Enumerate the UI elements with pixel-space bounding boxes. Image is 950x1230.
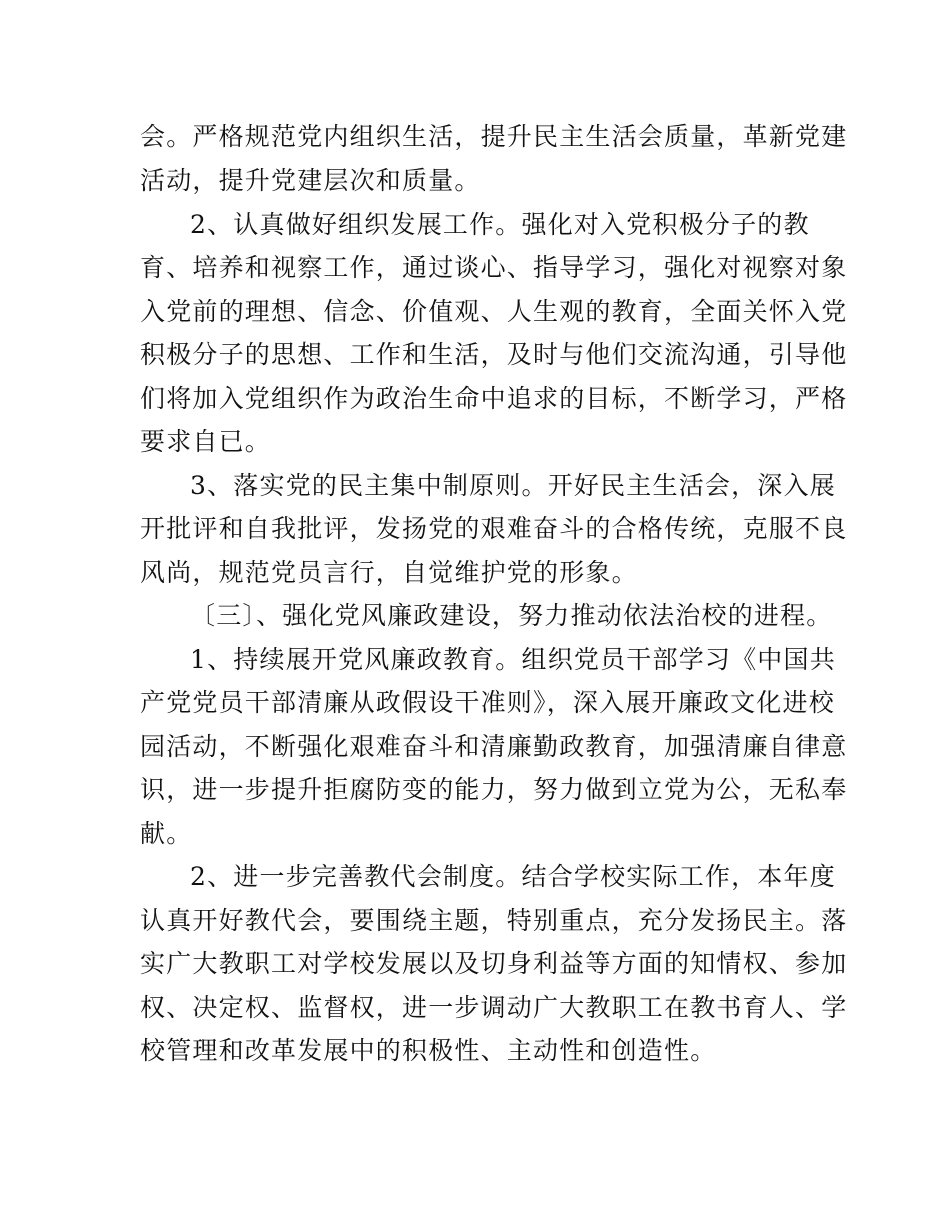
text-line: 积极分子的思想、工作和生活，及时与他们交流沟通，引导他 bbox=[140, 340, 848, 369]
text-line: 育、培养和视察工作，通过谈心、指导学习，强化对视察对象 bbox=[140, 253, 848, 282]
text-line: 入党前的理想、信念、价值观、人生观的教育，全面关怀入党 bbox=[140, 297, 848, 326]
text-line: 认真开好教代会，要围绕主题，特别重点，充分发扬民主。落 bbox=[140, 906, 848, 935]
text-line: 开批评和自我批评，发扬党的艰难奋斗的合格传统，克服不良 bbox=[140, 514, 848, 543]
text-line: 权、决定权、监督权，进一步调动广大教职工在教书育人、学 bbox=[140, 993, 848, 1022]
text-line: 产党党员干部清廉从政假设干准则》，深入展开廉政文化进校 bbox=[140, 688, 835, 717]
text-line: 活动，提升党建层次和质量。 bbox=[140, 166, 481, 195]
text-line: 实广大教职工对学校发展以及切身利益等方面的知情权、参加 bbox=[140, 949, 848, 978]
text-line: 校管理和改革发展中的积极性、主动性和创造性。 bbox=[140, 1036, 717, 1065]
text-line: 们将加入党组织作为政治生命中追求的目标，不断学习，严格 bbox=[140, 384, 848, 413]
text-line: 2、进一步完善教代会制度。结合学校实际工作，本年度 bbox=[190, 862, 836, 891]
text-line: 会。严格规范党内组织生活，提升民主生活会质量，革新党建 bbox=[140, 122, 848, 151]
text-line: 2、认真做好组织发展工作。强化对入党积极分子的教 bbox=[190, 210, 810, 239]
text-line: 3、落实党的民主集中制原则。开好民主生活会，深入展 bbox=[190, 471, 836, 500]
text-line: 风尚，规范党员言行，自觉维护党的形象。 bbox=[140, 558, 638, 587]
section-heading: 〔三〕、强化党风廉政建设，努力推动依法治校的进程。 bbox=[190, 601, 833, 630]
text-line: 1、持续展开党风廉政教育。组织党员干部学习《中国共 bbox=[190, 645, 836, 674]
text-line: 献。 bbox=[140, 819, 193, 848]
text-line: 要求自已。 bbox=[140, 427, 272, 456]
text-line: 园活动，不断强化艰难奋斗和清廉勤政教育，加强清廉自律意 bbox=[140, 732, 848, 761]
text-line: 识，进一步提升拒腐防变的能力，努力做到立党为公，无私奉 bbox=[140, 775, 848, 804]
